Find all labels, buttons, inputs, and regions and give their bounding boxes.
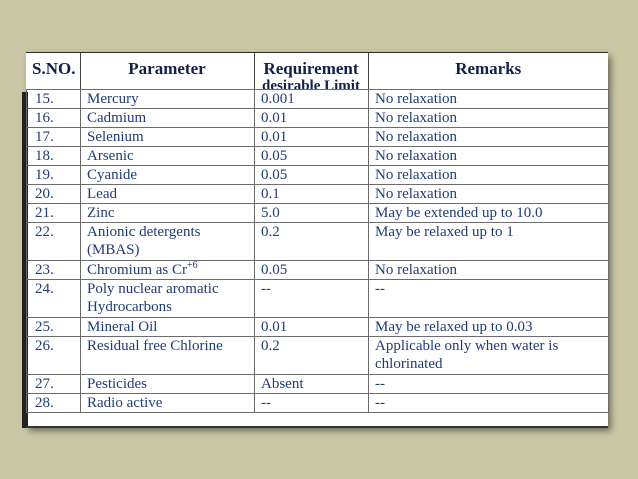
table-header bbox=[26, 53, 608, 90]
cell-requirement bbox=[255, 318, 369, 337]
cell-remarks-text: No relaxation bbox=[375, 91, 458, 107]
cell-requirement bbox=[255, 204, 369, 223]
cell-requirement bbox=[255, 185, 369, 204]
cell-parameter-text: Cyanide bbox=[87, 167, 137, 183]
cell-sno-text: 28. bbox=[35, 395, 54, 411]
table-row bbox=[27, 128, 609, 147]
table-row bbox=[27, 223, 609, 261]
cell-parameter-text: Radio active bbox=[87, 395, 163, 411]
cell-sno bbox=[27, 318, 81, 337]
cell-requirement-text: 0.2 bbox=[261, 224, 280, 240]
cell-sno-text: 26. bbox=[35, 338, 54, 354]
cell-requirement-text: Absent bbox=[261, 376, 304, 392]
cell-parameter-text: Poly nuclear aromatic Hydrocarbons bbox=[87, 281, 219, 315]
cell-requirement-text: -- bbox=[261, 281, 271, 297]
cell-remarks bbox=[369, 337, 609, 375]
cell-sno bbox=[27, 109, 81, 128]
cell-remarks-text: No relaxation bbox=[375, 148, 458, 164]
header-remarks: Remarks bbox=[455, 59, 522, 78]
cell-parameter-text: Chromium as Cr bbox=[87, 262, 187, 278]
cell-remarks bbox=[369, 261, 609, 280]
cell-sno bbox=[27, 337, 81, 375]
header-parameter: Parameter bbox=[80, 53, 254, 90]
cell-requirement-text: 0.05 bbox=[261, 262, 288, 278]
cell-remarks bbox=[369, 109, 609, 128]
cell-parameter-text: Residual free Chlorine bbox=[87, 338, 223, 354]
cell-parameter-text: Cadmium bbox=[87, 110, 147, 126]
oxidation-state-superscript: +6 bbox=[187, 260, 198, 271]
cell-requirement bbox=[255, 375, 369, 394]
cell-parameter-text: Anionic detergents (MBAS) bbox=[87, 224, 201, 258]
cell-requirement-text: 0.2 bbox=[261, 338, 280, 354]
cell-requirement bbox=[255, 128, 369, 147]
cell-sno-text: 20. bbox=[35, 186, 54, 202]
cell-remarks bbox=[369, 147, 609, 166]
cell-parameter bbox=[81, 223, 255, 261]
cell-sno bbox=[27, 280, 81, 318]
cell-requirement bbox=[255, 261, 369, 280]
cell-parameter bbox=[81, 261, 255, 280]
cell-remarks-text: May be extended up to 10.0 bbox=[375, 205, 543, 221]
cell-parameter bbox=[81, 375, 255, 394]
cell-requirement bbox=[255, 337, 369, 375]
cell-parameter bbox=[81, 147, 255, 166]
parameters-table bbox=[26, 89, 609, 413]
cell-parameter bbox=[81, 280, 255, 318]
cell-sno-text: 19. bbox=[35, 167, 54, 183]
table-row bbox=[27, 109, 609, 128]
cell-parameter-text: Mineral Oil bbox=[87, 319, 158, 335]
cell-parameter bbox=[81, 166, 255, 185]
cell-remarks bbox=[369, 185, 609, 204]
header-requirement-label: Requirement bbox=[263, 59, 359, 78]
cell-parameter bbox=[81, 109, 255, 128]
cell-parameter-text: Lead bbox=[87, 186, 117, 202]
cell-remarks-text: No relaxation bbox=[375, 110, 458, 126]
cell-parameter bbox=[81, 128, 255, 147]
cell-requirement-text: -- bbox=[261, 395, 271, 411]
cell-remarks-text: No relaxation bbox=[375, 129, 458, 145]
cell-parameter bbox=[81, 318, 255, 337]
cell-parameter bbox=[81, 394, 255, 413]
cell-remarks bbox=[369, 90, 609, 109]
cell-requirement bbox=[255, 166, 369, 185]
cell-remarks bbox=[369, 318, 609, 337]
table-row bbox=[27, 394, 609, 413]
table-row bbox=[27, 147, 609, 166]
cell-requirement bbox=[255, 280, 369, 318]
cell-requirement-text: 0.01 bbox=[261, 110, 288, 126]
cell-sno-text: 25. bbox=[35, 319, 54, 335]
cell-requirement-text: 5.0 bbox=[261, 205, 280, 221]
cell-sno bbox=[27, 261, 81, 280]
table-row bbox=[27, 318, 609, 337]
cell-sno bbox=[27, 185, 81, 204]
bottom-border bbox=[26, 426, 608, 428]
cell-sno bbox=[27, 147, 81, 166]
cell-requirement bbox=[255, 394, 369, 413]
cell-requirement bbox=[255, 147, 369, 166]
cell-remarks bbox=[369, 204, 609, 223]
cell-remarks bbox=[369, 394, 609, 413]
cell-parameter-text: Arsenic bbox=[87, 148, 134, 164]
table-row bbox=[27, 90, 609, 109]
cell-sno bbox=[27, 394, 81, 413]
cell-sno-text: 23. bbox=[35, 262, 54, 278]
table-row bbox=[27, 337, 609, 375]
cell-remarks-text: -- bbox=[375, 281, 385, 297]
cell-sno-text: 22. bbox=[35, 224, 54, 240]
table-row bbox=[27, 375, 609, 394]
header-requirement-subtitle: desirable Limit bbox=[262, 78, 360, 90]
cell-parameter bbox=[81, 204, 255, 223]
cell-remarks-text: No relaxation bbox=[375, 186, 458, 202]
cell-requirement-text: 0.01 bbox=[261, 319, 288, 335]
cell-sno-text: 16. bbox=[35, 110, 54, 126]
cell-sno bbox=[27, 128, 81, 147]
cell-remarks bbox=[369, 128, 609, 147]
cell-requirement bbox=[255, 223, 369, 261]
table-row bbox=[27, 261, 609, 280]
cell-sno bbox=[27, 90, 81, 109]
header-requirement bbox=[254, 53, 368, 90]
cell-sno-text: 27. bbox=[35, 376, 54, 392]
cell-remarks-text: May be relaxed up to 0.03 bbox=[375, 319, 533, 335]
cell-remarks bbox=[369, 223, 609, 261]
cell-requirement-text: 0.05 bbox=[261, 148, 288, 164]
table-row bbox=[27, 280, 609, 318]
cell-requirement bbox=[255, 90, 369, 109]
cell-sno bbox=[27, 223, 81, 261]
cell-remarks-text: No relaxation bbox=[375, 262, 458, 278]
cell-requirement-text: 0.001 bbox=[261, 91, 295, 107]
cell-parameter bbox=[81, 185, 255, 204]
cell-parameter-text: Pesticides bbox=[87, 376, 147, 392]
cell-sno-text: 24. bbox=[35, 281, 54, 297]
cell-remarks bbox=[369, 280, 609, 318]
cell-parameter bbox=[81, 90, 255, 109]
table-row bbox=[27, 204, 609, 223]
cell-requirement-text: 0.1 bbox=[261, 186, 280, 202]
cell-remarks-text: Applicable only when water is chlorinated bbox=[375, 338, 559, 372]
cell-remarks-text: May be relaxed up to 1 bbox=[375, 224, 514, 240]
cell-requirement-text: 0.05 bbox=[261, 167, 288, 183]
cell-sno bbox=[27, 166, 81, 185]
cell-requirement-text: 0.01 bbox=[261, 129, 288, 145]
cell-sno-text: 21. bbox=[35, 205, 54, 221]
cell-parameter bbox=[81, 337, 255, 375]
cell-remarks bbox=[369, 375, 609, 394]
cell-parameter-text: Zinc bbox=[87, 205, 115, 221]
cell-sno-text: 18. bbox=[35, 148, 54, 164]
cell-parameter-text: Mercury bbox=[87, 91, 139, 107]
cell-remarks bbox=[369, 166, 609, 185]
header-sno: S.NO. bbox=[26, 53, 80, 90]
cell-sno-text: 17. bbox=[35, 129, 54, 145]
cell-remarks-text: -- bbox=[375, 376, 385, 392]
cell-remarks-text: -- bbox=[375, 395, 385, 411]
table-row bbox=[27, 185, 609, 204]
cell-sno bbox=[27, 204, 81, 223]
cell-remarks-text: No relaxation bbox=[375, 167, 458, 183]
cell-sno bbox=[27, 375, 81, 394]
cell-parameter-text: Selenium bbox=[87, 129, 144, 145]
cell-requirement bbox=[255, 109, 369, 128]
table-row bbox=[27, 166, 609, 185]
cell-sno-text: 15. bbox=[35, 91, 54, 107]
